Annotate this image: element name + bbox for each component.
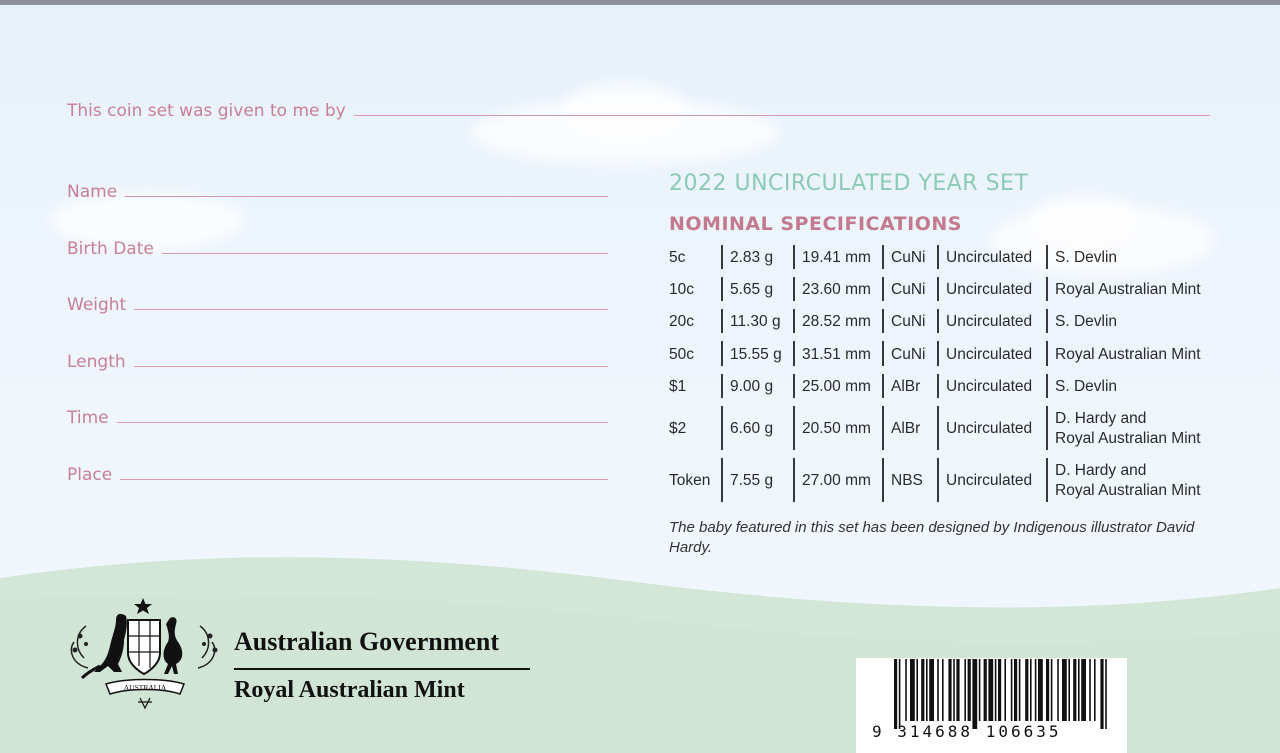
- barcode-bar: [916, 659, 918, 721]
- barcode-bar: [1051, 659, 1053, 721]
- designer-line: Royal Australian Mint: [1055, 430, 1201, 447]
- barcode-bar: [905, 659, 907, 721]
- barcode-bar: [1100, 659, 1103, 729]
- name-label: Name: [67, 182, 118, 202]
- barcode-bar: [948, 659, 951, 721]
- spec-cell-alloy: NBS: [891, 472, 923, 489]
- barcode-bar: [956, 659, 959, 721]
- designer-line: S. Devlin: [1055, 249, 1118, 266]
- designer-line: D. Hardy and: [1055, 410, 1147, 427]
- barcode-bar: [998, 659, 1001, 721]
- barcode-bar: [1078, 659, 1080, 721]
- barcode-bar: [995, 659, 997, 721]
- barcode-bar: [1089, 659, 1091, 721]
- time-label: Time: [67, 408, 109, 428]
- spec-cell-finish: Uncirculated: [946, 249, 1033, 266]
- spec-cell-mass: 11.30 g: [730, 313, 781, 330]
- spec-cell-diameter: 19.41 mm: [802, 249, 871, 266]
- barcode-bar: [1068, 659, 1070, 721]
- barcode-bar: [953, 659, 955, 721]
- set-title: 2022 UNCIRCULATED YEAR SET: [669, 171, 1029, 196]
- barcode-bar: [1038, 659, 1043, 721]
- branding-divider: [234, 668, 530, 670]
- spec-cell-diameter: 20.50 mm: [802, 420, 871, 437]
- place-label: Place: [67, 465, 113, 485]
- spec-cell-mass: 5.65 g: [730, 281, 774, 298]
- designer-note: The baby featured in this set has been designed by Indigenous illustrator David Hardy.: [669, 519, 1195, 556]
- agency-name: Royal Australian Mint: [234, 677, 465, 703]
- spec-cell-finish: Uncirculated: [946, 313, 1033, 330]
- barcode-bar: [942, 659, 944, 721]
- coat-of-arms-emblem: [66, 598, 224, 710]
- spec-cell-denomination: 10c: [669, 281, 694, 298]
- spec-cell-alloy: CuNi: [891, 345, 926, 363]
- designer-line: S. Devlin: [1055, 313, 1118, 330]
- spec-cell-diameter: 31.51 mm: [802, 345, 871, 363]
- spec-cell-finish: Uncirculated: [946, 420, 1033, 437]
- weight-label: Weight: [67, 295, 127, 315]
- specs-heading: NOMINAL SPECIFICATIONS: [669, 213, 962, 235]
- barcode-bar: [1073, 659, 1076, 721]
- barcode-bar: [1014, 659, 1017, 721]
- spec-cell-denomination: 5c: [669, 249, 686, 266]
- barcode: [856, 658, 1127, 753]
- spec-cell-alloy: AlBr: [891, 378, 921, 395]
- crest-text: AUSTRALIA: [123, 683, 167, 692]
- given-by-label: This coin set was given to me by: [67, 101, 346, 121]
- barcode-bar: [1094, 659, 1096, 721]
- barcode-bar: [921, 659, 924, 721]
- spec-cell-finish: Uncirculated: [946, 281, 1033, 298]
- barcode-bar: [984, 659, 987, 721]
- barcode-bar: [1025, 659, 1028, 721]
- spec-cell-alloy: CuNi: [891, 313, 926, 330]
- length-label: Length: [67, 352, 126, 372]
- barcode-bar: [1035, 659, 1037, 721]
- birth-date-label: Birth Date: [67, 239, 154, 259]
- barcode-bar: [1019, 659, 1021, 721]
- barcode-digits: 9 314688 106635: [872, 722, 1062, 741]
- barcode-bar: [1004, 659, 1006, 721]
- government-name: Australian Government: [234, 627, 500, 656]
- spec-cell-diameter: 27.00 mm: [802, 472, 871, 489]
- spec-cell-alloy: CuNi: [891, 249, 926, 266]
- spec-cell-mass: 7.55 g: [730, 472, 774, 489]
- spec-cell-diameter: 28.52 mm: [802, 313, 871, 330]
- designer-line: Royal Australian Mint: [1055, 482, 1201, 499]
- spec-cell-finish: Uncirculated: [946, 345, 1033, 363]
- barcode-bar: [988, 659, 993, 721]
- barcode-bar: [1057, 659, 1059, 721]
- spec-cell-mass: 2.83 g: [730, 249, 774, 266]
- spec-cell-mass: 15.55 g: [730, 345, 782, 363]
- barcode-bar: [968, 659, 971, 721]
- barcode-bar: [1062, 659, 1067, 721]
- spec-cell-alloy: CuNi: [891, 281, 926, 298]
- barcode-bar: [1081, 659, 1086, 721]
- designer-line: D. Hardy and: [1055, 462, 1147, 479]
- barcode-bar: [1105, 659, 1107, 729]
- designer-line: Royal Australian Mint: [1055, 345, 1201, 363]
- spec-cell-mass: 6.60 g: [730, 420, 774, 437]
- barcode-bar: [929, 659, 934, 721]
- barcode-bar: [979, 659, 981, 721]
- barcode-bar: [972, 659, 977, 729]
- spec-cell-denomination: 20c: [669, 313, 694, 330]
- designer-line: Royal Australian Mint: [1055, 281, 1201, 298]
- spec-cell-alloy: AlBr: [891, 420, 921, 437]
- barcode-bar: [894, 659, 897, 729]
- barcode-bar: [910, 659, 915, 721]
- barcode-bar: [937, 659, 939, 721]
- barcode-bar: [1046, 659, 1049, 721]
- spec-cell-denomination: $2: [669, 420, 687, 437]
- spec-cell-diameter: 23.60 mm: [802, 281, 871, 298]
- designer-line: S. Devlin: [1055, 378, 1118, 395]
- barcode-bar: [899, 659, 901, 729]
- spec-cell-denomination: 50c: [669, 345, 694, 363]
- barcode-bar: [1030, 659, 1032, 721]
- spec-cell-mass: 9.00 g: [730, 378, 774, 395]
- barcode-bar: [1011, 659, 1013, 721]
- spec-cell-denomination: Token: [669, 472, 711, 489]
- spec-cell-finish: Uncirculated: [946, 472, 1033, 489]
- barcode-bar: [926, 659, 928, 721]
- spec-cell-denomination: $1: [669, 378, 687, 395]
- spec-cell-diameter: 25.00 mm: [802, 378, 871, 395]
- barcode-bar: [964, 659, 966, 721]
- spec-cell-finish: Uncirculated: [946, 378, 1033, 395]
